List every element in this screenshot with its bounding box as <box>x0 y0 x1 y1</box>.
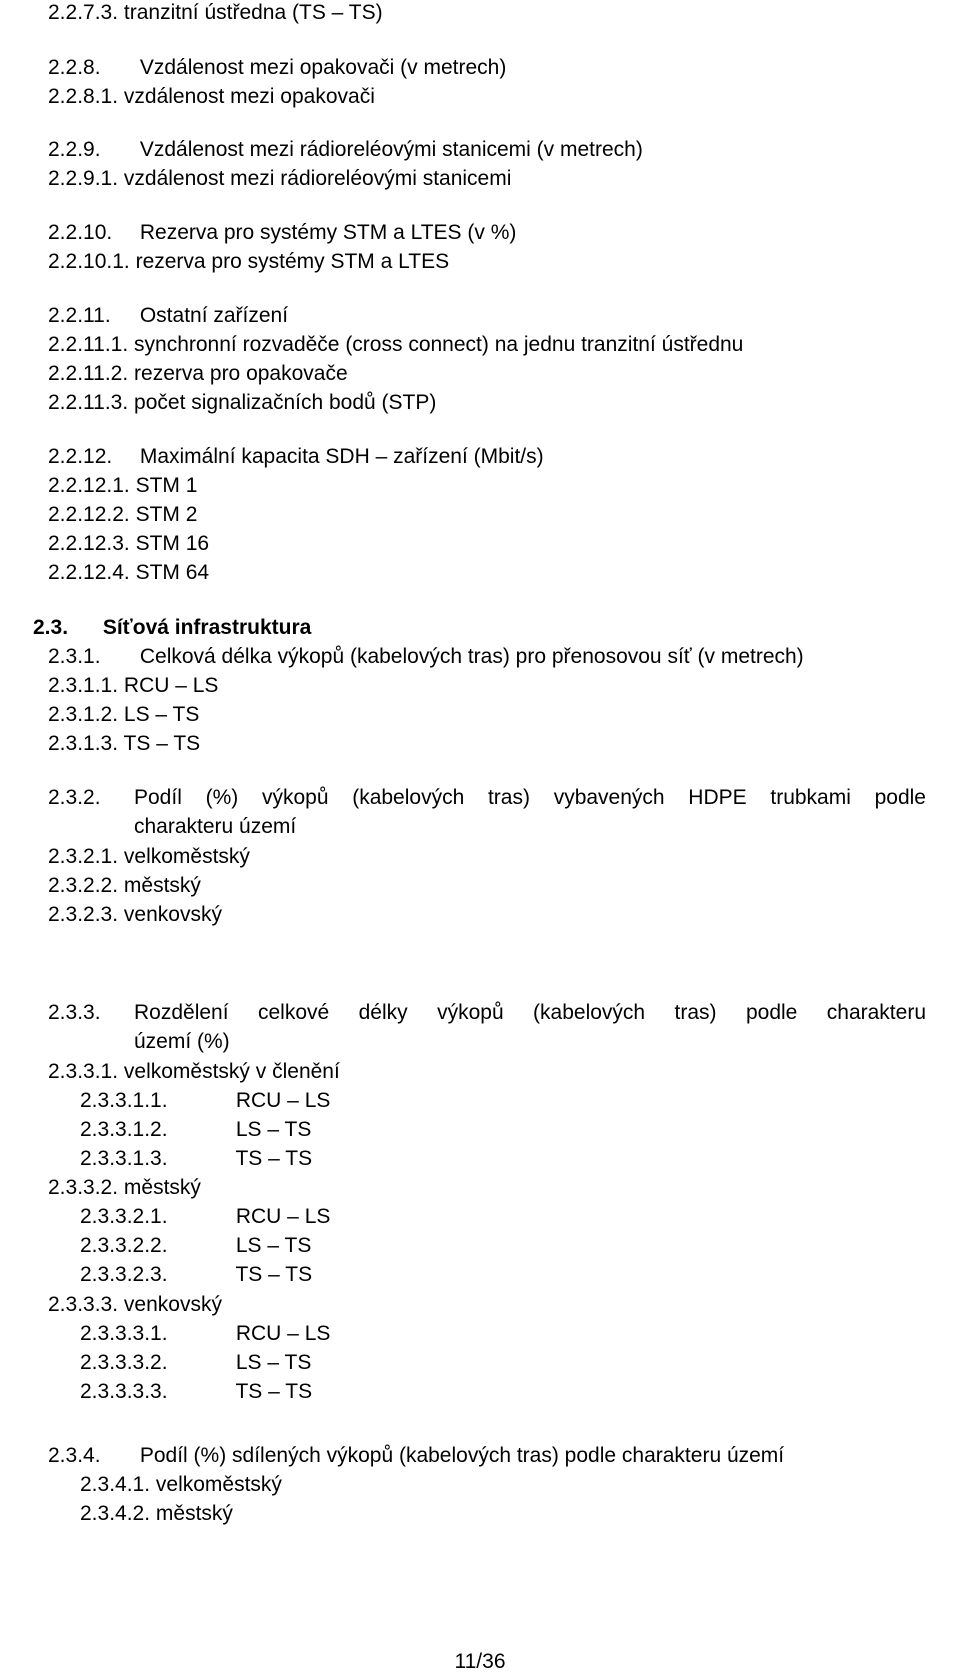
item-text: vzdálenost mezi rádioreléovými stanicemi <box>123 167 512 190</box>
item-text: Ostatní zařízení <box>139 304 289 327</box>
item-text: Vzdálenost mezi opakovači (v metrech) <box>139 56 507 79</box>
item-number: 2.2.12.4. <box>48 561 130 584</box>
section-title: Síťová infrastruktura <box>102 616 312 639</box>
item-number: 2.3.4. <box>48 1444 101 1467</box>
outline-item-2-3-1-2 <box>48 704 199 725</box>
item-number: 2.3.1. <box>48 645 101 668</box>
outline-item-2-3-1-1 <box>48 675 218 696</box>
outline-heading-2-3-2-text: Podíl (%) výkopů (kabelových tras) vybavených HDPE trubkami podle <box>134 786 926 809</box>
item-number: 2.3.2.1. <box>48 845 119 868</box>
item-text: RCU – LS <box>235 1089 331 1112</box>
item-text: LS – TS <box>235 1351 312 1374</box>
outline-item-2-3-3-3 <box>48 1294 222 1315</box>
item-text: STM 2 <box>135 503 198 526</box>
item-number: 2.3.3.3.1. <box>80 1322 168 1345</box>
item-number: 2.2.12. <box>48 445 113 468</box>
outline-item-2-2-11-2 <box>48 363 348 384</box>
outline-item-2-2-11-1 <box>48 334 743 355</box>
item-text: velkoměstský <box>155 1473 282 1496</box>
item-text: TS – TS <box>235 1380 313 1403</box>
item-text: velkoměstský v členění <box>123 1060 340 1083</box>
item-text: městský <box>155 1502 233 1525</box>
outline-item-2-3-3-1-1 <box>80 1090 330 1111</box>
item-text: synchronní rozvaděče (cross connect) na jednu tranzitní ústřednu <box>134 333 744 356</box>
outline-item-2-2-12-1 <box>48 475 197 496</box>
outline-item-2-3-3-3-1 <box>80 1323 330 1344</box>
item-text: Vzdálenost mezi rádioreléovými stanicemi (v metrech) <box>139 138 643 161</box>
item-number: 2.2.9. <box>48 138 101 161</box>
item-text: Maximální kapacita SDH – zařízení (Mbit/s) <box>139 445 544 468</box>
outline-item-2-2-8-1 <box>48 86 375 107</box>
outline-item-2-3-3-2-2 <box>80 1235 311 1256</box>
item-number: 2.2.11.1. <box>48 333 129 356</box>
outline-item-2-2-12-2 <box>48 504 197 525</box>
item-text: tranzitní ústředna (TS – TS) <box>123 1 383 24</box>
item-number: 2.3.3.2.2. <box>80 1234 168 1257</box>
item-number: 2.2.8.1. <box>48 85 119 108</box>
item-number: 2.3.4.2. <box>80 1502 151 1525</box>
outline-item-2-3-4-2 <box>80 1503 233 1524</box>
item-number: 2.3.3.1.1. <box>80 1089 168 1112</box>
outline-item-2-3-4-1 <box>80 1474 282 1495</box>
item-number: 2.3.2.3. <box>48 903 119 926</box>
outline-item-2-3-1-3 <box>48 733 200 754</box>
item-number: 2.3.1.3. <box>48 732 119 755</box>
outline-item-2-3-3-2-3 <box>80 1264 312 1285</box>
item-number: 2.3.3.3.3. <box>80 1380 168 1403</box>
item-text: Celková délka výkopů (kabelových tras) pro přenosovou síť (v metrech) <box>139 645 804 668</box>
outline-item-2-2-11-3 <box>48 392 436 413</box>
outline-item-2-3-2-3 <box>48 904 222 925</box>
outline-heading-2-3-2-continuation: charakteru území <box>134 815 297 838</box>
item-text: TS – TS <box>123 732 201 755</box>
outline-heading-2-3-4 <box>48 1445 784 1466</box>
item-number: 2.3.2.2. <box>48 874 119 897</box>
item-number: 2.3.1.2. <box>48 703 119 726</box>
outline-item-2-2-9-1 <box>48 168 511 189</box>
outline-heading-2-3-2 <box>48 787 134 808</box>
item-text: Rezerva pro systémy STM a LTES (v %) <box>139 221 517 244</box>
item-number: 2.3.1.1. <box>48 674 119 697</box>
item-text: LS – TS <box>123 703 200 726</box>
item-number: 2.2.10. <box>48 221 113 244</box>
item-text: rezerva pro opakovače <box>134 362 348 385</box>
item-number: 2.3.2. <box>48 786 101 809</box>
outline-item-2-3-3-3-2 <box>80 1352 311 1373</box>
item-number: 2.3.3.2.1. <box>80 1205 168 1228</box>
item-number: 2.2.11.3. <box>48 391 129 414</box>
outline-item-2-3-2-1 <box>48 846 250 867</box>
item-number: 2.3.3.3.2. <box>80 1351 168 1374</box>
item-number: 2.2.9.1. <box>48 167 119 190</box>
item-number: 2.3.3.1. <box>48 1060 119 1083</box>
page-number: 11/36 <box>454 1650 506 1673</box>
outline-item-2-3-2-2 <box>48 875 201 896</box>
outline-heading-2-3-3-continuation: území (%) <box>134 1030 230 1053</box>
outline-item-2-3-3-2 <box>48 1177 201 1198</box>
outline-item-2-3-3-1-2 <box>80 1119 311 1140</box>
item-text: rezerva pro systémy STM a LTES <box>135 250 450 273</box>
item-number: 2.3.3.2.3. <box>80 1263 168 1286</box>
item-number: 2.2.11. <box>48 304 111 327</box>
item-text: LS – TS <box>235 1118 312 1141</box>
outline-item-2-3-3-1-3 <box>80 1148 312 1169</box>
item-text: RCU – LS <box>235 1205 331 1228</box>
outline-heading-2-2-12 <box>48 446 544 467</box>
outline-item-2-2-12-3 <box>48 533 209 554</box>
item-text: počet signalizačních bodů (STP) <box>134 391 437 414</box>
item-text: velkoměstský <box>123 845 250 868</box>
item-text: venkovský <box>123 1293 222 1316</box>
outline-item-2-2-7-3 <box>48 2 383 23</box>
item-number: 2.2.7.3. <box>48 1 119 24</box>
item-number: 2.3.3.3. <box>48 1293 119 1316</box>
item-number: 2.2.12.1. <box>48 474 130 497</box>
item-number: 2.3.3.1.3. <box>80 1147 168 1170</box>
outline-heading-2-2-9 <box>48 139 643 160</box>
outline-heading-2-3-1 <box>48 646 804 667</box>
item-number: 2.3.3.2. <box>48 1176 119 1199</box>
outline-item-2-3-3-3-3 <box>80 1381 312 1402</box>
item-text: venkovský <box>123 903 222 926</box>
item-text: vzdálenost mezi opakovači <box>123 85 375 108</box>
item-number: 2.2.8. <box>48 56 101 79</box>
outline-item-2-3-3-2-1 <box>80 1206 330 1227</box>
item-number: 2.2.12.3. <box>48 532 130 555</box>
item-text: LS – TS <box>235 1234 312 1257</box>
section-number: 2.3. <box>33 616 69 639</box>
item-text: RCU – LS <box>123 674 219 697</box>
outline-item-2-3-3-1 <box>48 1061 340 1082</box>
item-number: 2.2.11.2. <box>48 362 129 385</box>
section-heading-2-3 <box>33 617 311 638</box>
item-text: TS – TS <box>235 1263 313 1286</box>
item-number: 2.2.10.1. <box>48 250 130 273</box>
item-text: městský <box>123 1176 201 1199</box>
item-text: TS – TS <box>235 1147 313 1170</box>
outline-heading-2-2-11 <box>48 305 288 326</box>
outline-item-2-2-12-4 <box>48 562 209 583</box>
item-text: RCU – LS <box>235 1322 331 1345</box>
item-text: STM 16 <box>135 532 210 555</box>
outline-heading-2-3-3 <box>48 1002 134 1023</box>
outline-item-2-2-10-1 <box>48 251 449 272</box>
item-text: městský <box>123 874 201 897</box>
item-number: 2.3.3. <box>48 1001 101 1024</box>
item-number: 2.2.12.2. <box>48 503 130 526</box>
outline-heading-2-2-8 <box>48 57 506 78</box>
item-number: 2.3.4.1. <box>80 1473 151 1496</box>
item-text: STM 1 <box>135 474 198 497</box>
item-number: 2.3.3.1.2. <box>80 1118 168 1141</box>
item-text: STM 64 <box>135 561 210 584</box>
outline-heading-2-2-10 <box>48 222 516 243</box>
item-text: Podíl (%) sdílených výkopů (kabelových tras) podle charakteru území <box>139 1444 785 1467</box>
outline-heading-2-3-3-text: Rozdělení celkové délky výkopů (kabelových tras) podle charakteru <box>134 1001 926 1024</box>
